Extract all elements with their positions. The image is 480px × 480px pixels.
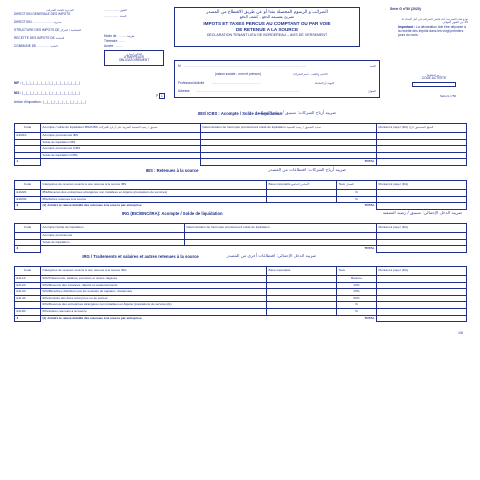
table-row bbox=[15, 308, 467, 315]
input-cell bbox=[41, 159, 201, 166]
irg-retenues-table bbox=[14, 266, 467, 322]
admin-line: RECETTE DES IMPOTS DE القباضة bbox=[14, 36, 65, 40]
article-input[interactable]: |_|_|_|_|_|_|_|_|_|_|_| bbox=[43, 100, 87, 104]
page-number: 1/6 bbox=[458, 331, 463, 335]
input-cell[interactable] bbox=[377, 139, 467, 146]
table-cell: Acompte provisionnel IBS bbox=[41, 133, 201, 140]
table-cell: E1L80 bbox=[15, 308, 41, 315]
table-cell: Taux bbox=[337, 267, 377, 276]
input-cell[interactable] bbox=[377, 133, 467, 140]
table-row bbox=[15, 146, 467, 153]
input-cell bbox=[41, 246, 185, 253]
nis-input[interactable]: |_|_|_|_|_|_|_|_|_|_|_|_|_|_|_| bbox=[22, 91, 81, 95]
input-cell[interactable] bbox=[377, 315, 467, 322]
nis-row: NIS : |_|_|_|_|_|_|_|_|_|_|_|_|_|_|_| bbox=[14, 91, 81, 95]
table-cell: Montant à payer (DA) bbox=[377, 224, 467, 233]
name-caption-ar: (الاسم واللقب - اسم الشركة) bbox=[293, 72, 328, 76]
input-cell[interactable] bbox=[267, 190, 337, 197]
table-cell: E1L20 bbox=[15, 282, 41, 289]
table-cell: 3 bbox=[15, 246, 41, 253]
title-line-1: IMPOTS ET TAXES PERCUS AU COMPTANT OU PAR VOIE bbox=[203, 21, 331, 27]
table-cell bbox=[15, 139, 41, 146]
table-cell: TOTAL bbox=[201, 159, 377, 166]
table-cell: % bbox=[337, 196, 377, 203]
activity-code-input[interactable] bbox=[412, 82, 456, 87]
table-cell bbox=[15, 302, 41, 309]
table-cell: Code bbox=[15, 267, 41, 276]
section-title-ar: ضريبة أرباح الشركات: اقتطاعات من المصدر bbox=[268, 167, 346, 172]
section-title-ar: ضريبة أرباح الشركات: تسبيق / رصيد التصفية bbox=[257, 110, 336, 115]
admin-line: المديرية العامة للضرائب bbox=[46, 8, 74, 12]
input-cell[interactable] bbox=[267, 289, 337, 296]
table-cell: Détermination de l'acompte provisionnel/ solde de liquidation bbox=[185, 224, 377, 233]
input-cell[interactable] bbox=[377, 152, 467, 159]
section-title: IBS : Retenues à la source bbox=[145, 168, 199, 173]
form-title-box bbox=[174, 7, 360, 47]
input-cell[interactable] bbox=[267, 308, 337, 315]
section-title-ar: ضريبة الدخل الإجمالي: تسبيق / رصيد التصفية bbox=[382, 210, 462, 215]
title-line-2: DE RETENUE A LA SOURCE bbox=[235, 26, 299, 32]
table-row bbox=[15, 152, 467, 159]
table-cell: IBS/Revenus des entreprises étrangères non installées en Algérie (prestations de services) bbox=[41, 190, 267, 197]
table-cell: Acompte/ Solde de liquidation bbox=[41, 224, 185, 233]
input-cell[interactable] bbox=[377, 190, 467, 197]
input-cell[interactable] bbox=[267, 282, 337, 289]
section-irg-retenues bbox=[14, 254, 466, 322]
table-cell: 15% bbox=[337, 289, 377, 296]
name-label-ar: السيد bbox=[369, 64, 376, 68]
table-row bbox=[15, 295, 467, 302]
section-ibs-retenues bbox=[14, 168, 466, 210]
table-cell: Catégories de revenus soumis à une retenue à la source IBS bbox=[41, 181, 267, 190]
table-cell: E1L40 bbox=[15, 295, 41, 302]
table-row bbox=[15, 276, 467, 283]
input-cell[interactable] bbox=[185, 239, 377, 246]
section-title: IBS/ ICBS : Acompte / Solde de liquidation bbox=[197, 111, 283, 116]
table-cell: 2 bbox=[15, 203, 41, 210]
table-cell: TOTAL bbox=[364, 315, 375, 320]
input-cell[interactable] bbox=[201, 139, 377, 146]
col-amount: Montant à payer (DA) المبلغ المستحق (دج) bbox=[377, 124, 467, 133]
table-cell: IRG/Autres retenues à la source bbox=[41, 308, 267, 315]
table-cell: E1M20 bbox=[15, 190, 41, 197]
table-cell: TOTAL bbox=[364, 203, 375, 208]
address-label-ar: العنوان bbox=[367, 89, 376, 93]
table-row bbox=[15, 133, 467, 140]
input-cell[interactable] bbox=[267, 295, 337, 302]
input-cell[interactable] bbox=[377, 295, 467, 302]
table-cell: IRG/Traitements, salaires, pensions et rentes viagères bbox=[41, 276, 267, 283]
table-row bbox=[15, 196, 467, 203]
input-cell[interactable] bbox=[267, 276, 337, 283]
ibs-acompte-table bbox=[14, 123, 467, 166]
input-cell[interactable] bbox=[267, 302, 337, 309]
table-row bbox=[15, 282, 467, 289]
input-cell[interactable] bbox=[201, 152, 377, 159]
title-arabic: الضرائب و الرسوم المحصلة نقدا أو عن طريق الاقتطاع من المصدر bbox=[206, 10, 328, 15]
table-cell: 1 bbox=[15, 159, 41, 166]
profession-field[interactable]: ........................................................ bbox=[211, 82, 261, 85]
table-cell: 50% bbox=[337, 295, 377, 302]
period-field[interactable]: ................. الشهر bbox=[104, 8, 127, 12]
input-cell[interactable] bbox=[201, 146, 377, 153]
table-row bbox=[15, 289, 467, 296]
table-cell: Acompte provisionnel ICBS bbox=[41, 146, 201, 153]
table-cell: 10% bbox=[337, 282, 377, 289]
table-cell: TOTAL bbox=[364, 246, 375, 251]
total-row bbox=[15, 315, 467, 322]
table-cell: % bbox=[337, 302, 377, 309]
table-cell: IRG/Revenus des entreprises étrangères non installées en Algérie (prestations de services)(1) bbox=[41, 302, 267, 309]
activity-code: رمز النشاط CODE ACTIVITE bbox=[412, 74, 456, 87]
table-cell: Code bbox=[15, 181, 41, 190]
table-cell bbox=[15, 239, 41, 246]
section-ibs-acompte bbox=[14, 111, 466, 166]
input-cell bbox=[267, 203, 337, 210]
table-cell: Barème bbox=[337, 276, 377, 283]
period-fields bbox=[104, 9, 166, 50]
input-cell[interactable] bbox=[377, 196, 467, 203]
input-cell: Base imposable الأساس الخاضع bbox=[267, 181, 337, 190]
form-code: Série G n°50 (2020) bbox=[390, 7, 421, 11]
table-cell: Solde de liquidation IBS bbox=[41, 139, 201, 146]
table-cell: % bbox=[337, 308, 377, 315]
table-cell: Solde de liquidation ICBS bbox=[41, 152, 201, 159]
deadline-note: تودع هذه التصريحة لدى قابض الضرائب في أجل أقصاه الـ 20 من الشهر الموالي Important : La déclaration doit être déposée à la recette des impôts dans les vingt premiers jours du mois. bbox=[398, 17, 468, 37]
table-cell: E1L30 bbox=[15, 289, 41, 296]
taxpayer-identity-box bbox=[174, 60, 380, 98]
name-caption: (raison sociale - nom et prénom) bbox=[215, 72, 261, 76]
table-row bbox=[15, 239, 467, 246]
section-title-ar: ضريبة الدخل الإجمالي: اقتطاعات أخرى من المصدر bbox=[226, 253, 316, 258]
table-cell: IRG/Revenus des créances, dépôts et cautionnements bbox=[41, 282, 267, 289]
table-cell: Base imposable bbox=[267, 267, 337, 276]
address-field[interactable]: ...................................................................................................................... bbox=[195, 90, 300, 93]
title-arabic-sub: تصريح بقسيمة الدفع - كشف الدفع bbox=[239, 14, 295, 20]
admin-header bbox=[14, 9, 106, 53]
irg-acompte-table bbox=[14, 223, 467, 253]
table-row bbox=[15, 139, 467, 146]
input-cell[interactable] bbox=[377, 276, 467, 283]
input-cell bbox=[267, 315, 337, 322]
name-field[interactable]: .......................................................................................................................................... bbox=[184, 65, 307, 68]
nif-row: NIF : |_|_|_|_|_|_|_|_|_|_|_|_|_|_|_| bbox=[14, 81, 81, 85]
admin-line: DIRECTION ....................... مديرية bbox=[14, 20, 62, 24]
input-cell[interactable] bbox=[377, 246, 467, 253]
admin-line: DIRECTION GENERALE DES IMPOTS bbox=[14, 12, 71, 16]
table-cell: Catégories de revenus soumis à une retenue à la source IRG bbox=[41, 267, 267, 276]
table-cell bbox=[15, 146, 41, 153]
input-cell[interactable] bbox=[377, 302, 467, 309]
col-code: Code bbox=[15, 124, 41, 133]
table-cell: 4 bbox=[15, 315, 41, 322]
input-cell[interactable] bbox=[377, 159, 467, 166]
section-irg-acompte bbox=[14, 211, 466, 253]
total-row bbox=[15, 159, 467, 166]
input-cell[interactable] bbox=[377, 289, 467, 296]
input-cell[interactable] bbox=[377, 282, 467, 289]
table-cell: IRG/Bénéfices distribués par les sociétés de capitaux, dividendes bbox=[41, 289, 267, 296]
table-cell: % bbox=[337, 190, 377, 197]
small-ref: Série G n°50 bbox=[440, 94, 457, 98]
table-cell: Acompte provisionnel bbox=[41, 233, 185, 240]
table-row bbox=[15, 233, 467, 240]
section-title: IRG / Traitements et salaires et autres retenues à la source bbox=[82, 254, 199, 259]
input-cell[interactable] bbox=[377, 203, 467, 210]
page-indicator: P 1 bbox=[156, 94, 163, 98]
admin-line: STRUCTURE DES IMPOTS DE المفتشية / المركز bbox=[14, 28, 82, 32]
admin-line: COMMUNE DE .............. البلدية bbox=[14, 44, 58, 48]
period-field[interactable]: Mode de .......... طريقة bbox=[104, 34, 135, 38]
article-row: Article d'imposition : |_|_|_|_|_|_|_|_|_|_|_| bbox=[14, 100, 87, 104]
ibs-retenues-table bbox=[14, 180, 467, 210]
period-field[interactable]: Trimestre ........ bbox=[104, 39, 126, 43]
table-cell: (1) Joindre le relevé détaillé des retenues à la source par entreprise bbox=[42, 315, 142, 320]
nif-input[interactable]: |_|_|_|_|_|_|_|_|_|_|_|_|_|_|_| bbox=[21, 81, 81, 85]
period-field[interactable]: Année .......... bbox=[104, 44, 123, 48]
table-cell bbox=[15, 152, 41, 159]
input-cell[interactable] bbox=[377, 239, 467, 246]
table-cell: Solde de liquidation bbox=[41, 239, 185, 246]
address-label: Adresse bbox=[178, 89, 190, 93]
table-cell: Montant à payer (DA) bbox=[377, 267, 467, 276]
input-cell[interactable] bbox=[185, 233, 377, 240]
title-line-3: DECLARATION TENANT LIEU DE BORDEREAU – AVIS DE VERSEMENT bbox=[206, 32, 328, 37]
col-determination: Détermination de l'acompte provisionnel/ solde de liquidation تحديد التسبيق / رصيد التصفية bbox=[201, 124, 377, 133]
table-cell: Montant à payer (DA) bbox=[377, 181, 467, 190]
table-cell: E1M10 bbox=[15, 133, 41, 140]
table-cell bbox=[15, 233, 41, 240]
profession-label-ar: المهنة أو النشاط bbox=[315, 81, 335, 85]
total-row bbox=[15, 203, 467, 210]
name-label: M bbox=[178, 64, 181, 68]
input-cell: Taux المعدل bbox=[337, 181, 377, 190]
reminder-box: التذكير اجباري A RAPPELER OBLIGATOIREMENT bbox=[104, 50, 164, 66]
deadline-text: La déclaration doit être déposée à la recette des impôts dans les vingt premiers jours du mois. bbox=[398, 25, 466, 37]
col-desc: Acompte / solde de liquidation IBS/ICBS تسبيق / رصيد التصفية الضريبة على أرباح الشركات bbox=[41, 124, 201, 133]
period-field[interactable]: ................. السنة bbox=[104, 14, 127, 18]
table-cell: E1L10 bbox=[15, 276, 41, 283]
total-row bbox=[15, 246, 467, 253]
table-cell: IBS/Autres retenues à la source bbox=[41, 196, 267, 203]
table-cell: IRG/produits des titres anonymes ou au porteur bbox=[41, 295, 267, 302]
section-title: IRG (BIC/BNC/IRA): Acompte / Solde de liquidation bbox=[121, 211, 223, 216]
table-cell: Code bbox=[15, 224, 41, 233]
table-row bbox=[15, 190, 467, 197]
table-row bbox=[15, 302, 467, 309]
profession-label: Profession/Activité bbox=[178, 81, 205, 85]
table-cell: E1M30 bbox=[15, 196, 41, 203]
input-cell[interactable] bbox=[201, 133, 377, 140]
input-cell[interactable] bbox=[377, 233, 467, 240]
input-cell[interactable] bbox=[267, 196, 337, 203]
input-cell[interactable] bbox=[377, 146, 467, 153]
input-cell[interactable] bbox=[377, 308, 467, 315]
table-cell: (1) Joindre le relevé détaillé des retenues à la source par entreprise bbox=[42, 203, 142, 208]
